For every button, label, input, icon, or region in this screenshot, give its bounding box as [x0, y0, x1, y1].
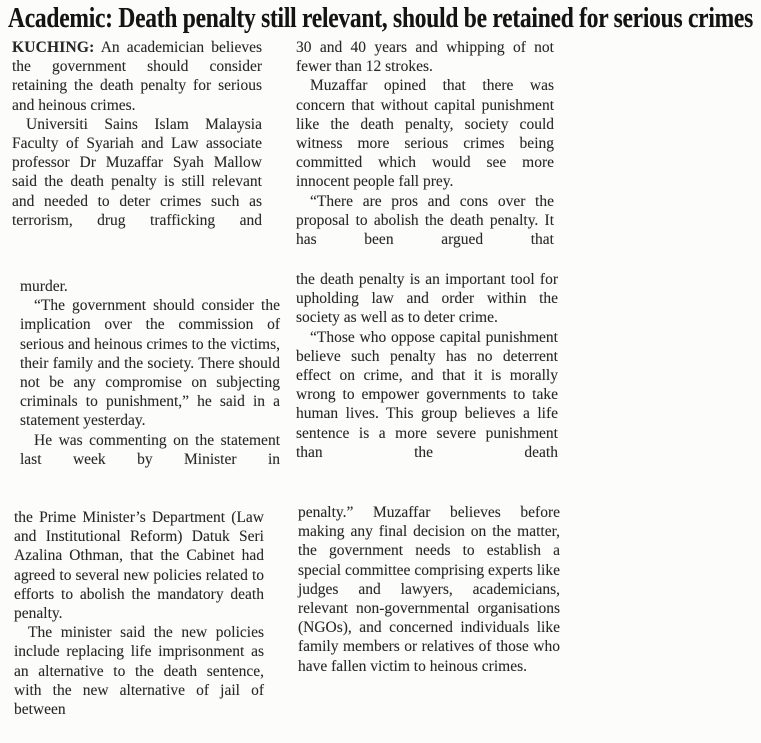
paragraph: Muzaffar opined that there was concern that without capital punishment like the death penalty, society could witness more serious crimes being committed which would see more innocent people fall prey.	[296, 77, 554, 191]
headline-text: Academic: Death penalty still relevant, should be retained for serious crimes	[8, 2, 753, 34]
paragraph: The minister said the new policies include replacing life imprisonment as an alternative to the death sentence, with the new alternative of jail of between	[14, 624, 264, 719]
text-block-right-1	[296, 38, 554, 249]
paragraph: murder.	[20, 278, 68, 295]
paragraph: He was commenting on the statement last week by Minister in	[20, 431, 280, 468]
paragraph: the Prime Minister’s Department (Law and Institutional Reform) Datuk Seri Azalina Othman, that the Cabinet had agreed to several new policies related to efforts to abolish the mandatory death penalty.	[14, 509, 264, 623]
dateline: KUCHING:	[12, 39, 95, 56]
paragraph: “There are pros and cons over the proposal to abolish the death penalty. It has been argued that	[296, 192, 554, 249]
text-block-left-3	[14, 508, 264, 719]
paragraph: “Those who oppose capital punishment believe such penalty has no deterrent effect on crime, and that it is morally wrong to empower governments to take human lives. This group believes a life sentence is a more severe punishment than the death	[296, 328, 558, 461]
paragraph: “The government should consider the implication over the commission of serious and heinous crimes to the victims, their family and the society. There should not be any compromise on subjecting criminals to punishment,” he said in a statement yesterday.	[20, 297, 280, 430]
text-block-right-3	[298, 503, 560, 676]
paragraph: Universiti Sains Islam Malaysia Faculty of Syariah and Law associate professor Dr Muzaffar Syah Mallow said the death penalty is still relevant and needed to deter crimes such as terrorism, drug trafficking and	[12, 115, 262, 229]
paragraph-text: An academician believes the government should consider retaining the death penalty for serious and heinous crimes.	[12, 39, 262, 114]
text-block-left-1	[12, 38, 262, 230]
text-block-right-2	[296, 270, 558, 462]
paragraph: 30 and 40 years and whipping of not fewer than 12 strokes.	[296, 39, 554, 76]
paragraph: penalty.” Muzaffar believes before making any final decision on the matter, the government needs to establish a special committee comprising experts like judges and lawyers, academicians, relevant non-governmental organisations (NGOs), and concerned individuals like family members or relatives of those who have fallen victim to heinous crimes.	[298, 504, 560, 675]
article-headline	[8, 2, 758, 35]
paragraph-lead	[12, 38, 262, 115]
paragraph: the death penalty is an important tool for upholding law and order within the society as well as to deter crime.	[296, 271, 558, 327]
text-block-left-2	[20, 277, 280, 469]
